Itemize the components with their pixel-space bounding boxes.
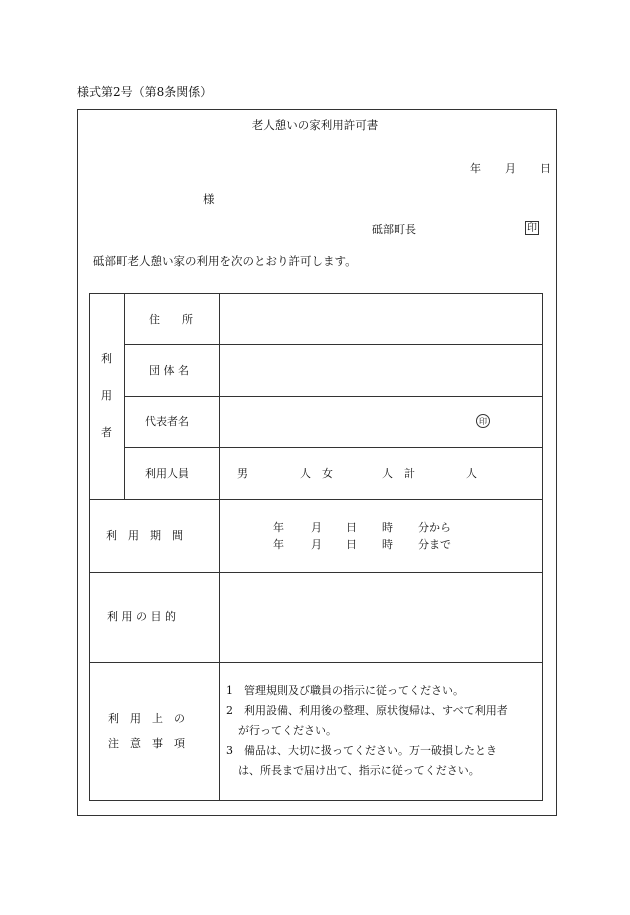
date-day-label: 日 xyxy=(540,162,551,175)
notes-label-line1: 利 用 上 の xyxy=(108,712,185,725)
document-title: 老人憩いの家利用許可書 xyxy=(251,118,379,132)
table-top-border xyxy=(89,293,543,294)
note-line: が行ってください。 xyxy=(238,724,337,737)
form-number: 様式第2号（第8条関係） xyxy=(77,85,213,99)
note-line: 3 備品は、大切に扱ってください。万一破損したとき xyxy=(226,744,497,757)
period-from-minute: 分から xyxy=(418,521,451,534)
issuer-seal-icon: 印 xyxy=(527,223,537,234)
label-column-divider xyxy=(219,293,220,801)
row-divider xyxy=(124,396,543,397)
issuer-name: 砥部町長 xyxy=(372,223,416,236)
note-line: は、所長まで届け出て、指示に従ってください。 xyxy=(238,764,480,777)
row-divider xyxy=(89,499,543,500)
group-name-label: 団 体 名 xyxy=(149,364,189,377)
row-divider xyxy=(124,447,543,448)
row-divider xyxy=(124,344,543,345)
user-group-label-char: 者 xyxy=(101,426,112,439)
address-label: 住 所 xyxy=(149,313,193,326)
table-left-border xyxy=(89,293,90,801)
permission-statement: 砥部町老人憩い家の利用を次のとおり許可します。 xyxy=(93,254,357,268)
headcount-female: 女 xyxy=(322,467,333,480)
headcount-unit: 人 xyxy=(300,467,311,480)
headcount-unit: 人 xyxy=(466,467,477,480)
headcount-male: 男 xyxy=(237,467,248,480)
period-to-day: 日 xyxy=(346,538,357,551)
table-right-border xyxy=(542,293,543,801)
period-from-year: 年 xyxy=(273,521,284,534)
row-divider xyxy=(89,572,543,573)
representative-seal-icon: 印 xyxy=(476,414,490,428)
headcount-label: 利用人員 xyxy=(145,467,189,480)
headcount-total: 計 xyxy=(404,467,415,480)
date-month-label: 月 xyxy=(505,162,516,175)
row-divider xyxy=(89,662,543,663)
table-bottom-border xyxy=(89,800,543,801)
purpose-label: 利 用 の 目 的 xyxy=(107,610,176,623)
period-from-hour: 時 xyxy=(382,521,393,534)
period-from-month: 月 xyxy=(311,521,322,534)
user-group-label-char: 利 xyxy=(101,352,112,365)
notes-label-line2: 注 意 事 項 xyxy=(108,737,185,750)
period-to-minute: 分まで xyxy=(418,538,451,551)
date-year-label: 年 xyxy=(470,162,481,175)
period-to-month: 月 xyxy=(311,538,322,551)
user-group-label-char: 用 xyxy=(101,389,112,402)
period-label: 利 用 期 間 xyxy=(106,529,183,542)
period-to-year: 年 xyxy=(273,538,284,551)
note-line: 2 利用設備、利用後の整理、原状復帰は、すべて利用者 xyxy=(226,704,508,717)
period-to-hour: 時 xyxy=(382,538,393,551)
period-from-day: 日 xyxy=(346,521,357,534)
representative-label: 代表者名 xyxy=(145,415,189,428)
headcount-unit: 人 xyxy=(382,467,393,480)
addressee-suffix: 様 xyxy=(203,192,215,206)
note-line: 1 管理規則及び職員の指示に従ってください。 xyxy=(226,684,464,697)
